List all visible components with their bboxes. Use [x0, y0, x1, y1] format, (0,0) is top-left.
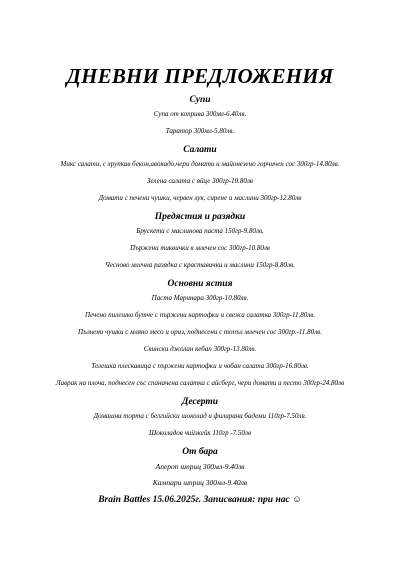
section-mains — [40, 278, 360, 388]
section-heading-appetizers: Предястия и разядки — [154, 212, 246, 222]
section-appetizers — [40, 211, 360, 270]
menu-item: Пълнени чушки с мляно месо и ориз, поднесени с топъл млечен сос 300гр.-11.80лв. — [78, 328, 322, 336]
menu-item: Таратор 300мл-5.80лв. — [165, 127, 235, 135]
menu-item: Апероп шприц 300мл-9.40лв — [155, 462, 245, 471]
section-heading-soups: Супи — [189, 95, 211, 105]
section-heading-salads: Салати — [183, 145, 217, 155]
section-heading-mains: Основни ястия — [167, 279, 233, 289]
event-announcement: Brain Battles 15.06.2025г. Записвания: при нас ☺ — [98, 495, 302, 505]
menu-item: Микс салати, с хрупкав бекон,авокадо,чери домати и майонезено горчичен сос 300гр-14.80лв. — [60, 160, 340, 168]
section-heading-bar: От бара — [182, 447, 218, 457]
menu-item: Пържени тиквички в млечен сос 300гр-10.80лв — [130, 244, 270, 252]
menu-item: Домати с печени чушки, червен лук, сирене и маслини 300гр-12.80лв — [98, 194, 302, 202]
page-title: ДНЕВНИ ПРЕДЛОЖЕНИЯ — [66, 64, 334, 88]
menu-item: Кампари шприц 300мл-9.40лв — [152, 478, 248, 487]
menu-item: Свински джолан кебап 300гр-13.80лв. — [143, 345, 257, 353]
menu-item: Зелена салата с яйце 300гр-10.80лв — [147, 177, 253, 185]
menu-item: Домашна торта с белгийски шоколад и филирани бадеми 110гр-7.50лв. — [93, 412, 307, 420]
menu-item: Телешка плескавица с пържени картофки и чобан салата 300гр-16.80лв. — [91, 362, 309, 370]
menu-item: Лаврак на плоча, поднесен със спаначена салатка с айсберг, чери домати и песто 300гр-24.80лв — [55, 379, 345, 387]
menu-item: Брускети с маслинова паста 150гр-9.80лв. — [136, 227, 264, 235]
section-soups — [40, 94, 360, 136]
section-salads — [40, 144, 360, 203]
section-bar — [40, 446, 360, 487]
menu-item: Супа от коприва 300мл-6.40лв. — [153, 110, 247, 118]
menu-item: Чесново млечна разядка с краставички и маслини 150гр-8.80лв. — [105, 261, 295, 269]
section-desserts — [40, 396, 360, 438]
section-heading-desserts: Десерти — [181, 397, 219, 407]
menu-item: Паста Маринара 300гр-10.80лв. — [151, 294, 249, 302]
menu-item: Шоколадов чийзкейк 110гр -7.50лв — [148, 429, 252, 437]
menu-item: Печено пилешко бутче с пържени картофки и свежа салатка 300гр-11.80лв. — [84, 311, 316, 319]
